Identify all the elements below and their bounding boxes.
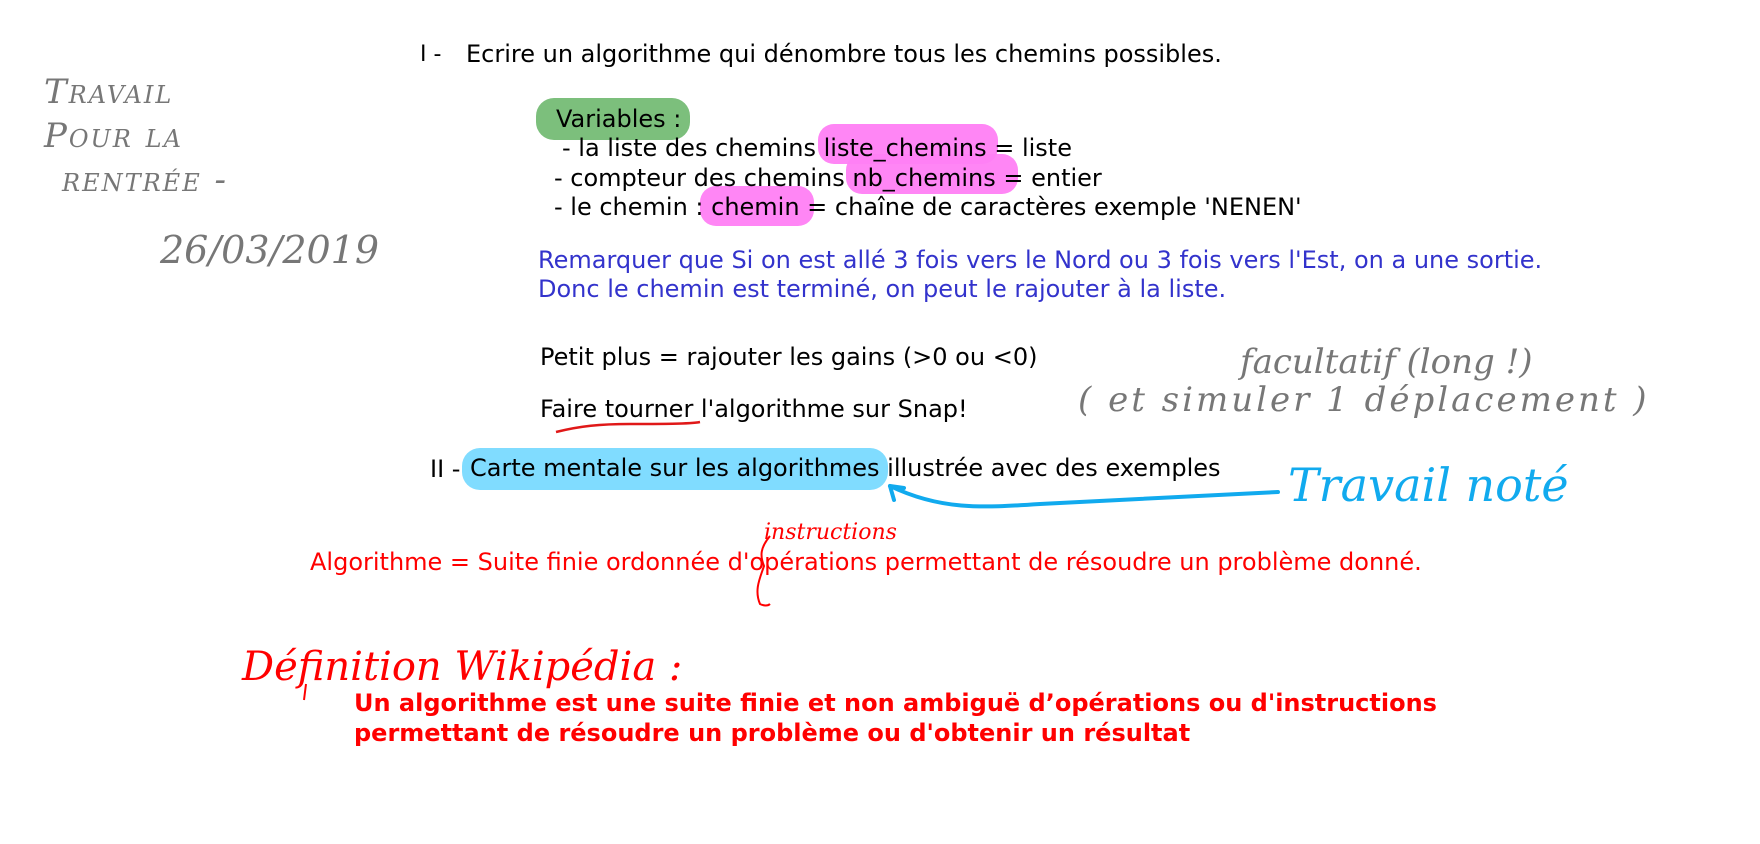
note-line-3: rentrée -	[62, 160, 229, 200]
variable-chemin: - le chemin : chemin = chaîne de caractères exemple 'NENEN'	[554, 193, 1302, 221]
section1-title: Ecrire un algorithme qui dénombre tous les chemins possibles.	[466, 40, 1222, 68]
variable-liste-chemins: - la liste des chemins liste_chemins = liste	[562, 134, 1072, 162]
section1-number: I -	[420, 42, 442, 67]
remark-line-1: Remarquer que Si on est allé 3 fois vers le Nord ou 3 fois vers l'Est, on a une sortie.	[538, 246, 1543, 274]
note-line-1: Travail	[44, 72, 174, 112]
faire-tourner-underline	[556, 422, 700, 432]
definition-tick	[304, 684, 306, 700]
section2-title: Carte mentale sur les algorithmes illustrée avec des exemples	[470, 454, 1221, 482]
faire-tourner: Faire tourner l'algorithme sur Snap!	[540, 395, 968, 423]
note-line-2: Pour la	[44, 116, 183, 156]
algorithm-definition: Algorithme = Suite finie ordonnée d'opérations permettant de résoudre un problème donné.	[310, 548, 1422, 576]
variable-nb-chemins: - compteur des chemins nb_chemins = entier	[554, 164, 1102, 192]
travail-note-arrow	[890, 486, 1278, 506]
wikipedia-label: Définition Wikipédia :	[242, 644, 683, 690]
instructions-brace	[757, 536, 770, 606]
simuler-note: ( et simuler 1 déplacement )	[1078, 380, 1650, 420]
travail-note-annotation: Travail noté	[1288, 458, 1569, 512]
variables-label: Variables :	[556, 105, 682, 133]
facultatif-note: facultatif (long !)	[1240, 342, 1533, 382]
instructions-annotation: instructions	[764, 520, 897, 545]
section2-number: II -	[430, 455, 461, 483]
wiki-definition-line-1: Un algorithme est une suite finie et non ambiguë d’opérations ou d'instructions	[354, 689, 1437, 717]
note-date: 26/03/2019	[160, 228, 380, 272]
petit-plus: Petit plus = rajouter les gains (>0 ou <0)	[540, 343, 1038, 371]
remark-line-2: Donc le chemin est terminé, on peut le rajouter à la liste.	[538, 275, 1227, 303]
wiki-definition-line-2: permettant de résoudre un problème ou d'obtenir un résultat	[354, 719, 1191, 747]
